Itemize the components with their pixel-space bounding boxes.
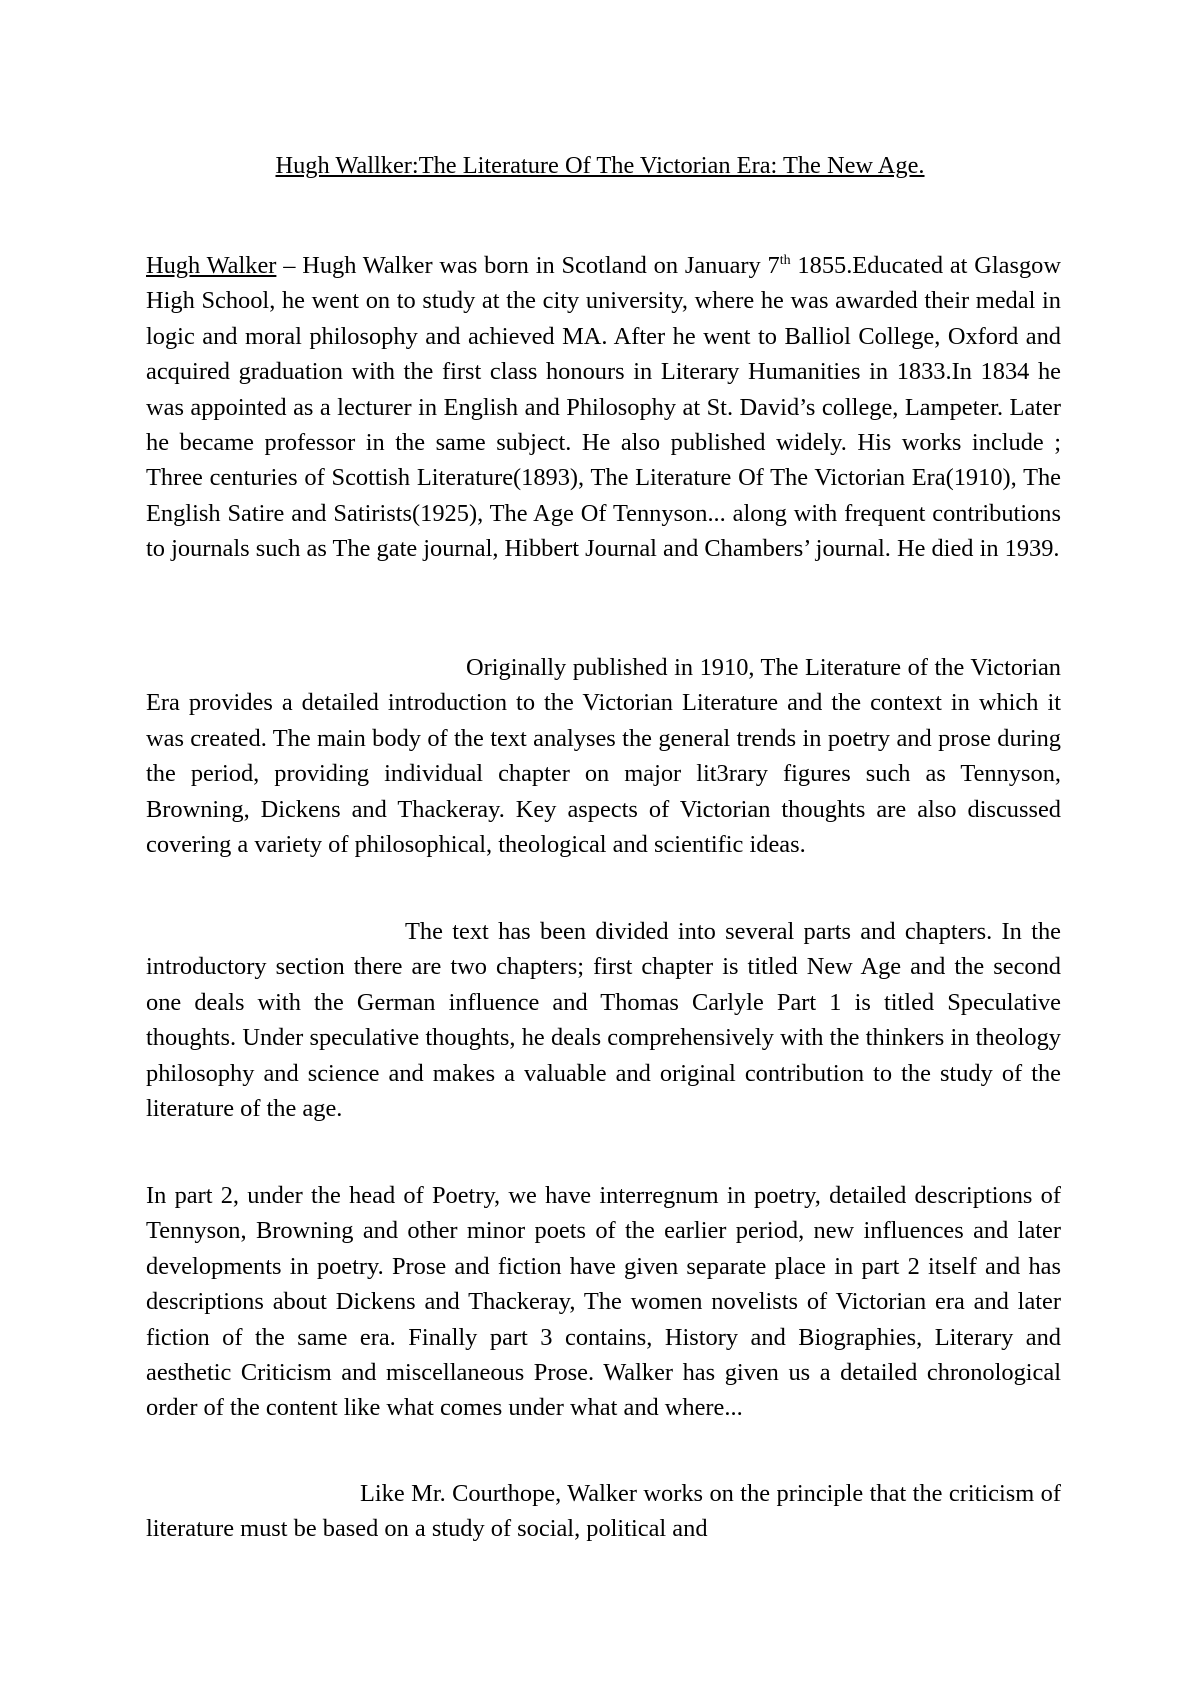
structure-text: The text has been divided into several parts and chapters. In the introductory section there are two chapters; first chapter is titled New Age and the second one deals with the German influence and Thomas Carlyle Part 1 is titled Speculative thoughts. Under speculative thoughts, he deals comprehensively with the thinkers in theology philosophy and science and makes a valuable and original contribution to the study of the literature of the age.: [146, 918, 1061, 1123]
document-title: Hugh Wallker:The Literature Of The Victorian Era: The New Age.: [275, 152, 925, 179]
paragraph-biography: [146, 248, 1061, 567]
paragraph-poetry-prose: [146, 1178, 1061, 1426]
biography-text-start: Hugh Walker was born in Scotland on January 7: [302, 252, 780, 279]
biography-text-rest: 1855.Educated at Glasgow High School, he went on to study at the city university, where he was awarded their medal in logic and moral philosophy and achieved MA. After he went to Balliol College, Oxford and acquired graduation with the first class honours in Literary Humanities in 1833.In 1834 he was appointed as a lecturer in English and Philosophy at St. David’s college, Lampeter. Later he became professor in the same subject. He also published widely. His works include ; Three centuries of Scottish Literature(1893), The Literature Of The Victorian Era(1910), The English Satire and Satirists(1925), The Age Of Tennyson... along with frequent contributions to journals such as The gate journal, Hibbert Journal and Chambers’ journal. He died in 1939.: [146, 252, 1061, 563]
paragraph-structure: [146, 914, 1061, 1126]
paragraph-publication: [146, 650, 1061, 862]
biography-dash: –: [276, 252, 303, 279]
poetry-prose-text: In part 2, under the head of Poetry, we have interregnum in poetry, detailed descriptions of Tennyson, Browning and other minor poets of the earlier period, new influences and later developments in poetry. Prose and fiction have given separate place in part 2 itself and has descriptions about Dickens and Thackeray, The women novelists of Victorian era and later fiction of the same era. Finally part 3 contains, History and Biographies, Literary and aesthetic Criticism and miscellaneous Prose. Walker has given us a detailed chronological order of the content like what comes under what and where...: [146, 1182, 1061, 1422]
publication-text: Originally published in 1910, The Literature of the Victorian Era provides a detailed introduction to the Victorian Literature and the context in which it was created. The main body of the text analyses the general trends in poetry and prose during the period, providing individual chapter on major lit3rary figures such as Tennyson, Browning, Dickens and Thackeray. Key aspects of Victorian thoughts are also discussed covering a variety of philosophical, theological and scientific ideas.: [146, 654, 1061, 859]
ordinal-suffix: th: [779, 252, 791, 268]
criticism-text: Like Mr. Courthope, Walker works on the principle that the criticism of literature must be based on a study of social, political and: [146, 1480, 1061, 1543]
paragraph-criticism: [146, 1476, 1061, 1547]
biography-heading: Hugh Walker: [146, 252, 277, 279]
